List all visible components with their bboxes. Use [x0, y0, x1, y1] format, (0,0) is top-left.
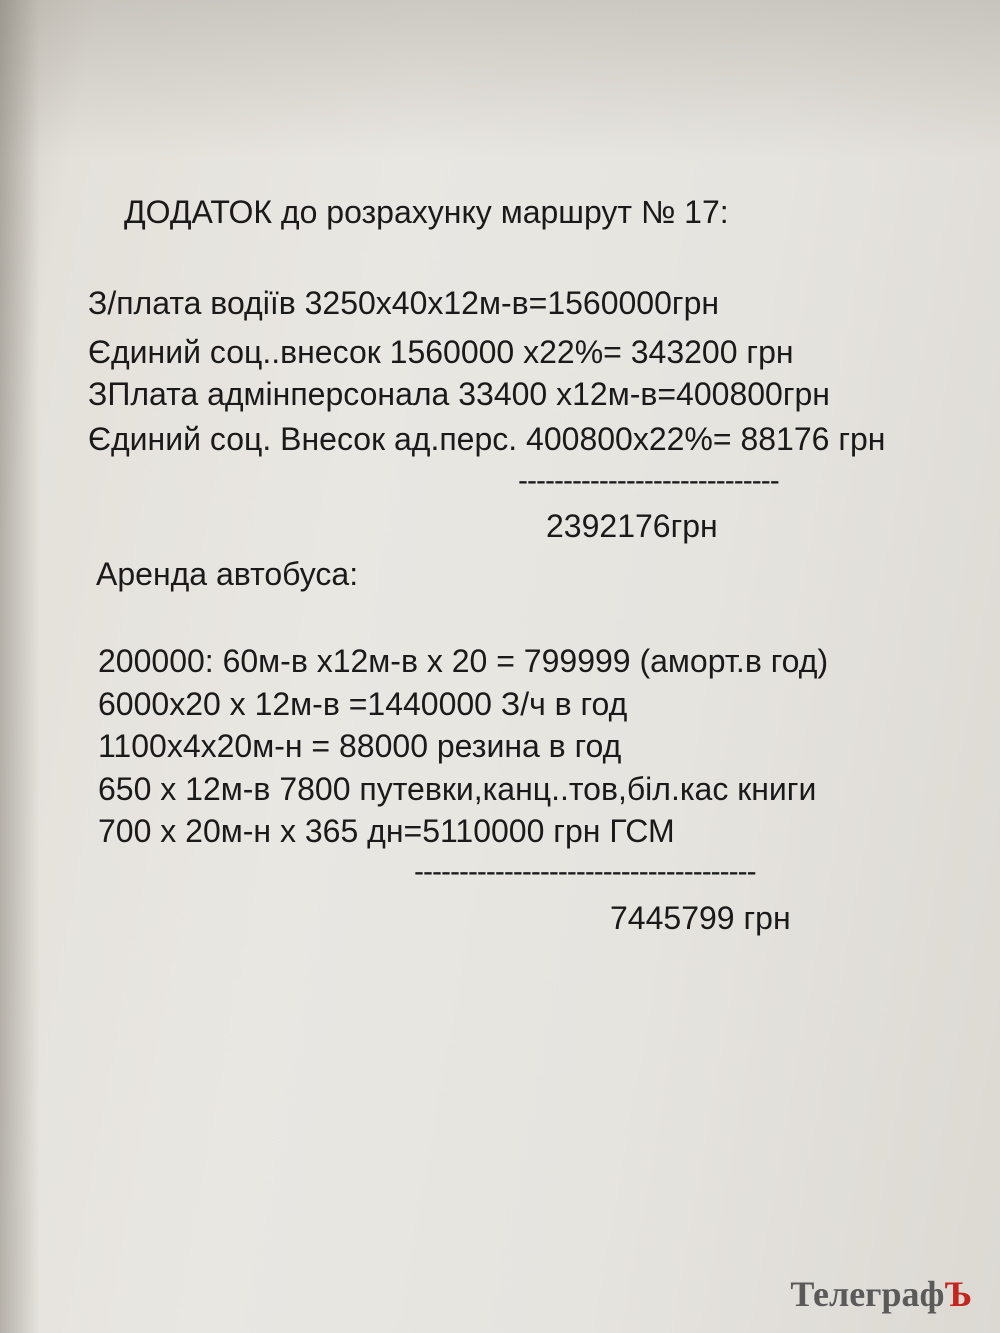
- left-shadow: [0, 0, 40, 1333]
- watermark-text: Телеграф: [790, 1274, 945, 1314]
- salary-line-drivers: З/плата водіїв 3250х40х12м-в=1560000грн: [88, 285, 720, 321]
- watermark-logo: [790, 1273, 972, 1315]
- rent-line-fuel: 700 х 20м-н х 365 дн=5110000 грн ГСМ: [98, 813, 675, 849]
- document-title: ДОДАТОК до розрахунку маршрут № 17:: [124, 194, 729, 230]
- salary-line-admin: ЗПлата адмінперсонала 33400 х12м-в=400800грн: [88, 376, 830, 412]
- rent-total: 7445799 грн: [610, 900, 791, 936]
- watermark-suffix: Ъ: [944, 1274, 972, 1314]
- rent-heading: Аренда автобуса:: [96, 556, 359, 592]
- rent-line-stationery: 650 х 12м-в 7800 путевки,канц..тов,біл.кас книги: [98, 771, 817, 807]
- salary-line-social-contribution: Єдиний соц..внесок 1560000 х22%= 343200 грн: [88, 334, 794, 370]
- separator-2: --------------------------------------: [414, 855, 756, 888]
- rent-line-tires: 1100х4х20м-н = 88000 резина в год: [98, 728, 622, 764]
- top-shadow: [0, 0, 1000, 160]
- rent-line-amortization: 200000: 60м-в х12м-в х 20 = 799999 (аморт.в год): [98, 643, 829, 679]
- salary-line-admin-social: Єдиний соц. Внесок ад.перс. 400800х22%= 88176 грн: [88, 421, 886, 457]
- rent-line-spare-parts: 6000х20 х 12м-в =1440000 З/ч в год: [98, 686, 628, 722]
- separator-1: -----------------------------: [518, 464, 779, 497]
- salary-total: 2392176грн: [546, 508, 718, 544]
